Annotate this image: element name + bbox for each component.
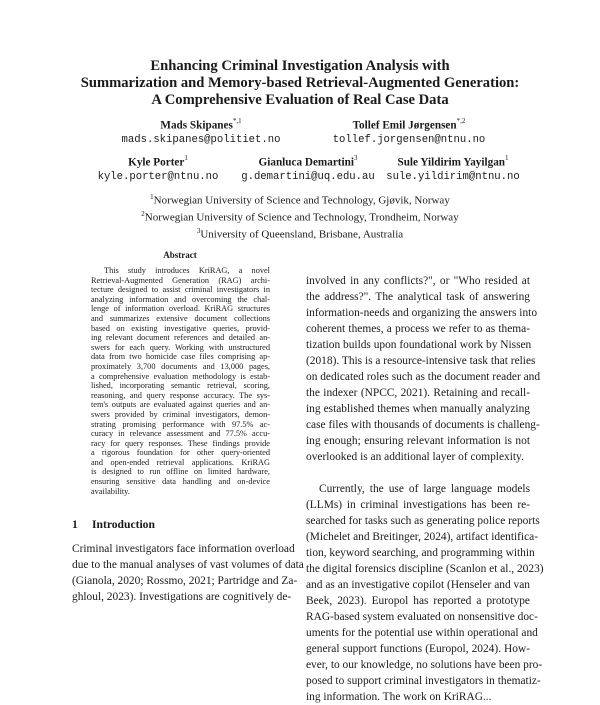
text-line: swers provided by criminal investigators, demon- (91, 409, 270, 419)
text-line: uments for the potential use within operational and (306, 627, 538, 639)
title-line: Summarization and Memory-based Retrieval-Augmented Generation: (80, 75, 520, 92)
text-line: posed to support criminal investigators in thematiz- (306, 675, 541, 687)
author-block (230, 152, 386, 184)
text-line: ensuring sensitive data handling and on-device (91, 477, 270, 487)
text-line: This study introduces KriRAG, a novel (104, 266, 270, 275)
text-line: ghloul, 2023). Investigations are cognitively de- (72, 591, 292, 603)
text-line: tization builds upon foundational work by Nissen (306, 339, 532, 351)
text-line: data from two homicide case files comprising ap- (91, 352, 270, 362)
text-line: Currently, the use of large language models (319, 483, 530, 495)
paper-title (0, 58, 600, 110)
text-line: a comprehensive evaluation methodology is estab- (91, 371, 270, 381)
author-email: mads.skipanes@politiet.no (121, 133, 281, 146)
section-title: Introduction (92, 518, 155, 531)
text-line: ing relevant document references and detailed an- (91, 333, 270, 343)
title-line: Enhancing Criminal Investigation Analysis with (150, 58, 450, 74)
text-line: and summarizes extensive document collections (91, 313, 270, 323)
text-line: and as an investigative copilot (Henseler and van (306, 579, 530, 591)
text-line: lished, incorporating semantic retrieval, scoring, (91, 381, 270, 391)
affiliation: $^1$Norwegian University of Science and Technology, Gjøvik, Norway (150, 193, 450, 207)
text-line: strating promising performance with 97.5% ac- (91, 419, 270, 429)
text-line: overlooked is an additional layer of complexity. (306, 451, 524, 463)
author-block (116, 115, 286, 147)
author-name: Sule Yildirim Yayilgan$^1$ (397, 154, 509, 169)
author-name: Mads Skipanes$^{*,1}$ (160, 117, 242, 132)
text-line: (2018). This is a resource-intensive task that relies (306, 355, 536, 367)
text-line: and open-ended retrieval applications. KriRAG (91, 457, 270, 467)
text-line: searched for tasks such as generating police reports (306, 515, 540, 527)
text-line: (Michelet and Breitinger, 2024), artifact identifica- (306, 531, 539, 543)
author-email: tollef.jorgensen@ntnu.no (332, 133, 486, 146)
paragraph (306, 273, 541, 465)
author-email: g.demartini@uq.edu.au (241, 170, 375, 183)
text-line: ing established themes when manually analyzing (306, 403, 530, 415)
abstract-heading: Abstract (163, 250, 197, 260)
title-line: A Comprehensive Evaluation of Real Case Data (151, 92, 449, 109)
text-line: Beek, 2023). Europol has reported a prototype (306, 595, 530, 607)
text-line: involved in any conflicts?", or "Who resided at (306, 275, 530, 287)
author-name: Gianluca Demartini$^3$ (258, 154, 358, 169)
text-line: swers for each query. Working with unstructured (91, 342, 270, 352)
text-line: case files with thousands of documents is challeng- (306, 419, 540, 431)
author-email: kyle.porter@ntnu.no (97, 170, 219, 183)
author-name: Tollef Emil Jørgensen$^{*,2}$ (352, 117, 466, 132)
text-line: information-needs and organizing the answers into (306, 307, 538, 319)
author-name: Kyle Porter$^1$ (128, 154, 188, 169)
text-line: Criminal investigators face information overload (72, 543, 295, 555)
text-line: is designed to run offline on limited hardware, (91, 467, 270, 477)
text-line: due to the manual analyses of vast volumes of data (72, 559, 304, 571)
affiliations (0, 191, 600, 242)
text-line: analyzing information and overcoming the chal- (91, 294, 270, 304)
affiliation: $^3$University of Queensland, Brisbane, Australia (196, 226, 404, 241)
text-line: proximately 3,700 documents and 13,000 pages, (91, 361, 270, 371)
text-line: racy for query responses. These findings provide (91, 438, 270, 448)
text-line: curacy in relevance assessment and 77.5% accu- (91, 429, 270, 439)
intro-left-column (72, 541, 304, 605)
affiliation: $^2$Norwegian University of Science and Technology, Trondheim, Norway (141, 209, 459, 224)
text-line: (Gianola, 2020; Rossmo, 2021; Partridge and Za- (72, 575, 298, 587)
section-heading (72, 518, 155, 531)
text-line: general support functions (Europol, 2024). How- (306, 643, 530, 655)
text-line: the digital forensics discipline (Scanlon et al., 2023) (306, 563, 544, 575)
author-block (88, 152, 228, 184)
text-line: ever, to our knowledge, no solutions have been pro- (306, 659, 543, 671)
text-line: (LLMs) in criminal investigations has been re- (306, 499, 530, 511)
text-line: on dedicated roles such as the document reader and (306, 371, 541, 383)
text-line: the indexer (NPCC, 2021). Retaining and recall- (306, 387, 530, 399)
text-line: ing enough; ensuring relevant information is not (306, 435, 530, 447)
text-line: coherent themes, a process we refer to as thema- (306, 323, 530, 335)
text-line: tem's outputs are evaluated against queries and an- (91, 400, 270, 410)
text-line: the address?". The analytical task of answering (306, 291, 530, 303)
text-line: ing information. The work on KriRAG... (306, 691, 492, 703)
author-block (380, 152, 526, 184)
text-line: tecture designed to assist criminal investigators in (91, 285, 270, 295)
text-line: Retrieval-Augmented Generation (RAG) archi- (91, 275, 270, 285)
text-line: reasoning, and query response accuracy. The sys- (91, 390, 270, 400)
text-line: tion, keyword searching, and programming within (306, 547, 535, 559)
text-line: availability. (91, 486, 130, 496)
text-line: RAG-based system evaluated on nonsensitive doc- (306, 611, 538, 623)
text-line: based on existing investigative queries, provid- (91, 323, 270, 333)
paragraph (306, 481, 544, 705)
text-line: lenge of information overload. KriRAG structures (91, 304, 270, 314)
text-line: a rigorous foundation for other query-oriented (91, 448, 270, 458)
author-email: sule.yildirim@ntnu.no (386, 170, 520, 183)
intro-right-column (306, 273, 544, 705)
abstract-body (91, 266, 270, 496)
section-number: 1 (72, 518, 78, 531)
author-block (324, 115, 494, 147)
